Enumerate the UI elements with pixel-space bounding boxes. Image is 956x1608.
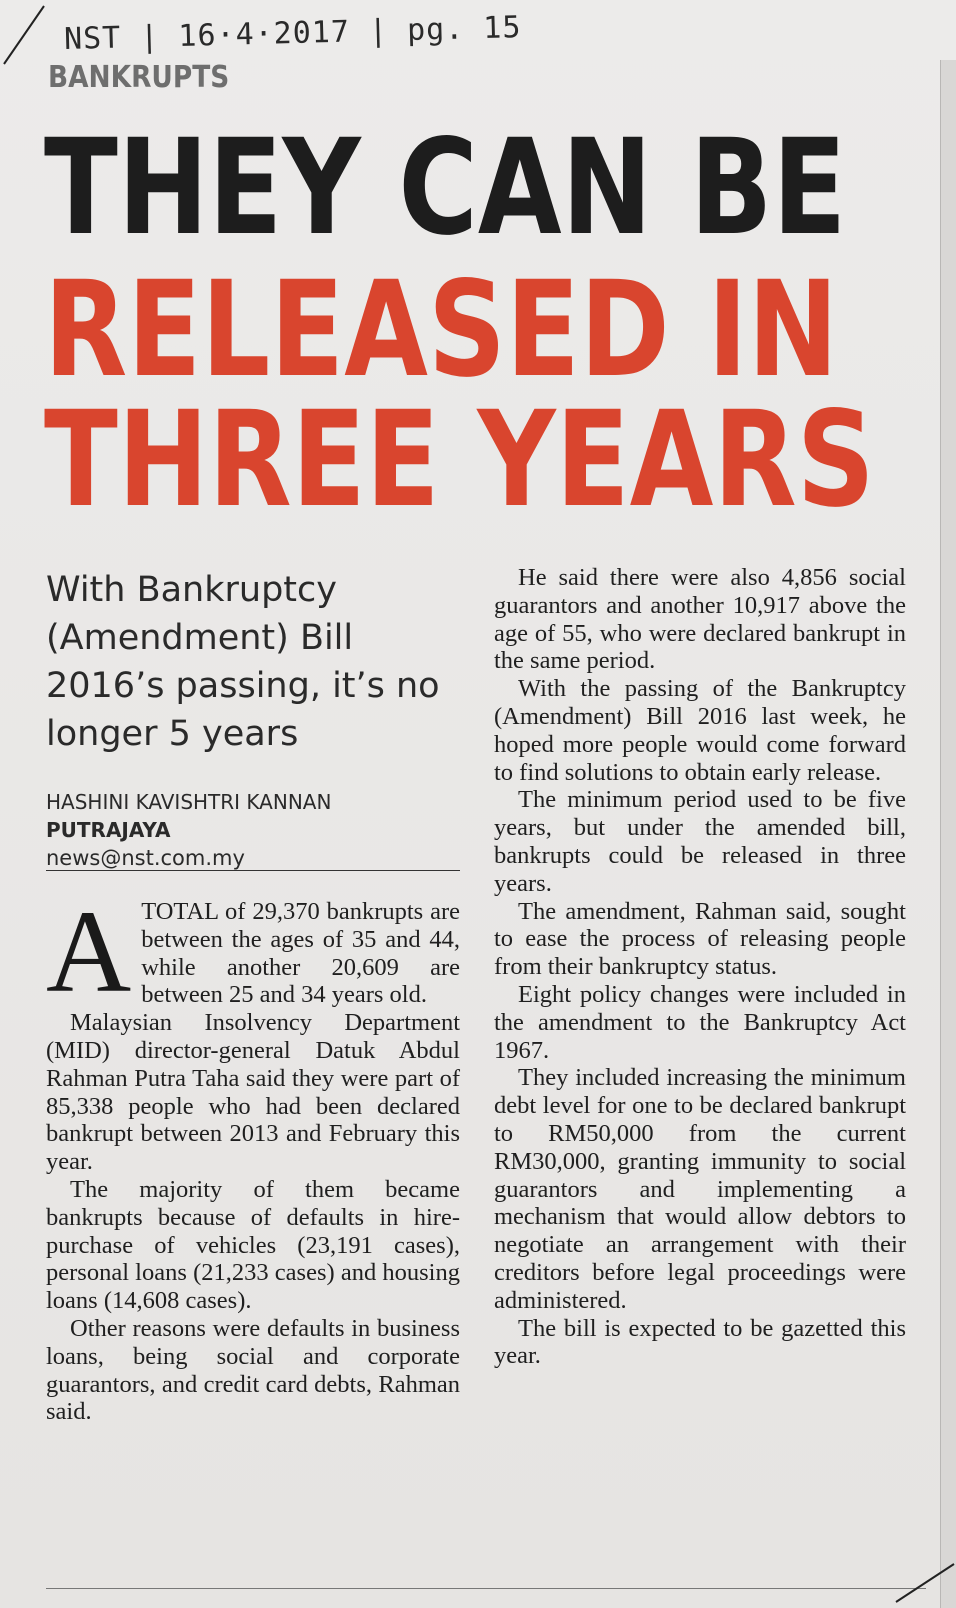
author-email: news@nst.com.my [46,846,245,870]
author-name: HASHINI KAVISHTRI KANNAN [46,790,332,814]
headline-line-3: THREE YEARS [44,383,875,537]
body-paragraph: Eight policy changes were included in the amendment to the Bankruptcy Act 1967. [494,980,906,1064]
body-column-left [46,886,460,1426]
drop-cap: A [46,886,132,1017]
body-paragraph: The minimum period used to be five years, but under the amended bill, bankrupts could be released in three years. [494,786,906,897]
adjacent-page-edge [940,60,956,1608]
body-column-right [494,564,906,1370]
body-paragraph: The amendment, Rahman said, sought to ease the process of releasing people from their bankruptcy status. [494,897,906,981]
body-paragraph: They included increasing the minimum debt level for one to be declared bankrupt to RM50,000 from the current RM30,000, granting immunity to social guarantors and implementing a mechanism that would allow debtors to negotiate an arrangement with their creditors before legal proceedings were administered. [494,1064,906,1314]
headline-line-1: THEY CAN BE [44,111,847,265]
body-paragraph: With the passing of the Bankruptcy (Amendment) Bill 2016 last week, he hoped more people would come forward to find solutions to obtain early release. [494,675,906,786]
handwritten-date-note: NST | 16·4·2017 | pg. 15 [63,10,522,57]
body-paragraph: Other reasons were defaults in business loans, being social and corporate guarantors, and credit card debts, Rahman said. [46,1314,460,1426]
bottom-rule [46,1588,926,1589]
body-paragraph: The bill is expected to be gazetted this year. [494,1314,906,1370]
subheadline-deck: With Bankruptcy (Amendment) Bill 2016’s passing, it’s no longer 5 years [46,570,440,754]
headline-line-2: RELEASED IN [44,253,839,407]
body-paragraph [46,886,460,1017]
section-kicker: BANKRUPTS [48,60,230,95]
dateline-location: PUTRAJAYA [46,818,171,842]
body-paragraph: Malaysian Insolvency Department (MID) director-general Datuk Abdul Rahman Putra Taha said they were part of 85,338 people who had been declared bankrupt between 2013 and February this year. [46,1009,460,1176]
lead-text: TOTAL of 29,370 bankrupts are between the ages of 35 and 44, while another 20,609 are between 25 and 34 years old. [141,898,460,1009]
body-paragraph: He said there were also 4,856 social guarantors and another 10,917 above the age of 55, who were declared bankrupt in the same period. [494,564,906,675]
body-paragraph: The majority of them became bankrupts because of defaults in hire-purchase of vehicles (23,191 cases), personal loans (21,233 cases) and housing loans (14,608 cases). [46,1175,460,1315]
pen-stroke-mark-bottom [876,1548,956,1608]
byline-divider [46,870,460,871]
byline [46,788,466,872]
